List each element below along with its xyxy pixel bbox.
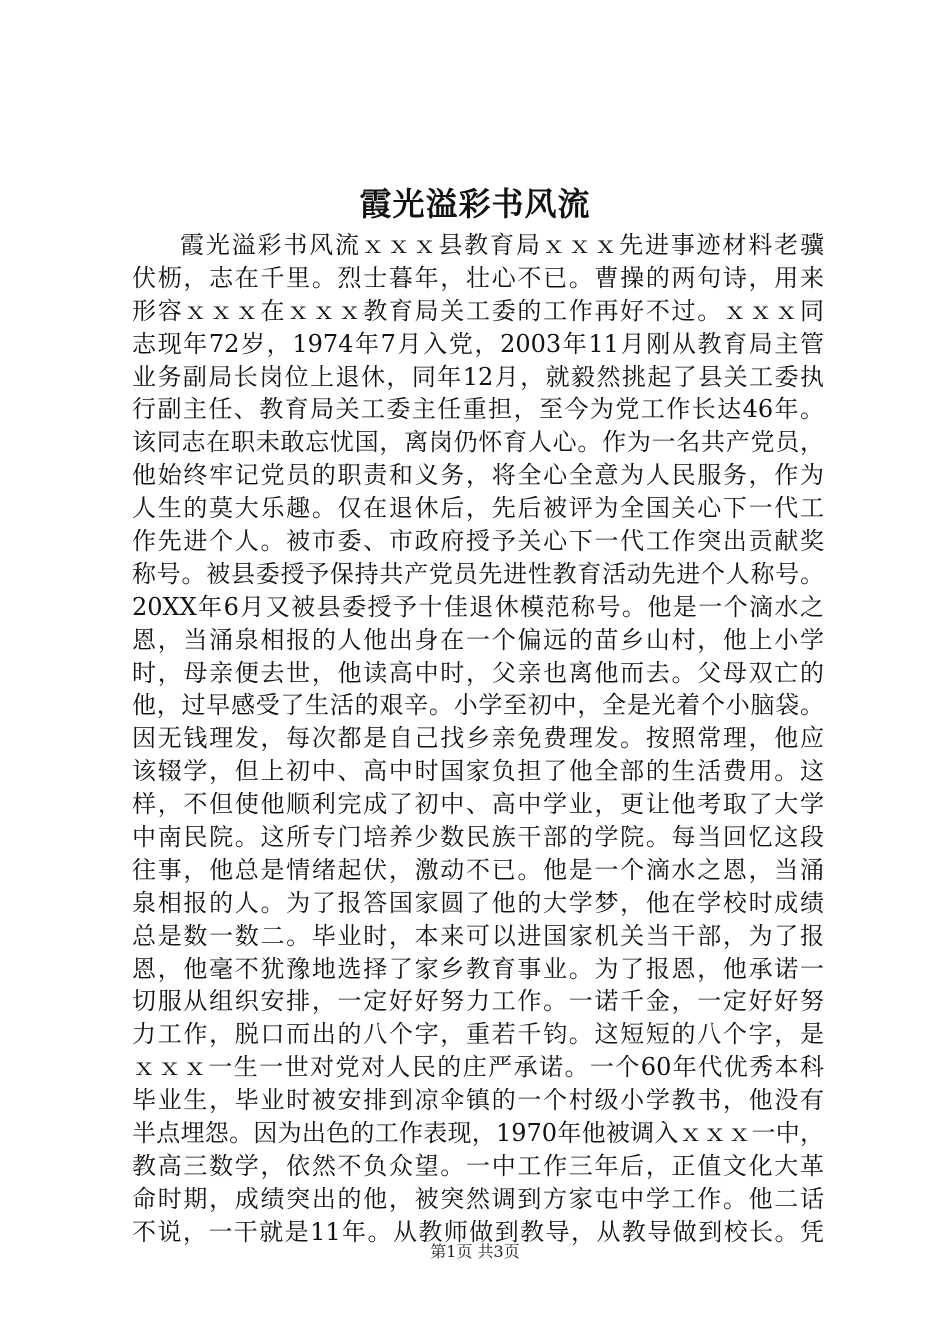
body-line: 人生的莫大乐趣。仅在退休后，先后被评为全国关心下一代工 bbox=[132, 494, 824, 523]
body-line: 业务副局长岗位上退休，同年12月，就毅然挑起了县关工委执 bbox=[132, 362, 824, 391]
body-line: 志现年72岁，1974年7月入党，2003年11月刚从教育局主管 bbox=[132, 329, 824, 358]
body-line: 总是数一数二。毕业时，本来可以进国家机关当干部，为了报 bbox=[132, 921, 824, 950]
body-line: 因无钱理发，每次都是自己找乡亲免费理发。按照常理，他应 bbox=[132, 724, 824, 753]
body-line: 毕业生，毕业时被安排到凉伞镇的一个村级小学教书，他没有 bbox=[132, 1086, 824, 1115]
body-line: 恩，他毫不犹豫地选择了家乡教育事业。为了报恩，他承诺一 bbox=[132, 954, 824, 983]
body-line: 半点埋怨。因为出色的工作表现，1970年他被调入ｘｘｘ一中， bbox=[132, 1119, 824, 1148]
body-line: 行副主任、教育局关工委主任重担，至今为党工作长达46年。 bbox=[132, 395, 824, 424]
document-title: 霞光溢彩书风流 bbox=[359, 185, 591, 223]
body-line: 泉相报的人。为了报答国家圆了他的大学梦，他在学校时成绩 bbox=[132, 888, 824, 917]
body-line: 20XX年6月又被县委授予十佳退休模范称号。他是一个滴水之 bbox=[132, 592, 824, 621]
body-line: 该同志在职未敢忘忧国，离岗仍怀育人心。作为一名共产党员， bbox=[132, 428, 824, 457]
body-line: 中南民院。这所专门培养少数民族干部的学院。每当回忆这段 bbox=[132, 823, 824, 852]
body-line: 切服从组织安排，一定好好努力工作。一诺千金，一定好好努 bbox=[132, 987, 824, 1016]
body-line: 时，母亲便去世，他读高中时，父亲也离他而去。父母双亡的 bbox=[132, 658, 824, 687]
body-line: 伏枥，志在千里。烈士暮年，壮心不已。曹操的两句诗，用来 bbox=[132, 263, 824, 292]
body-line: 他，过早感受了生活的艰辛。小学至初中，全是光着个小脑袋。 bbox=[132, 691, 824, 720]
body-line: 称号。被县委授予保持共产党员先进性教育活动先进个人称号。 bbox=[132, 559, 824, 588]
body-line: 命时期，成绩突出的他，被突然调到方家屯中学工作。他二话 bbox=[132, 1184, 824, 1213]
body-line: 形容ｘｘｘ在ｘｘｘ教育局关工委的工作再好不过。ｘｘｘ同 bbox=[132, 296, 824, 325]
document-body bbox=[132, 229, 824, 1249]
body-line: 往事，他总是情绪起伏，激动不已。他是一个滴水之恩，当涌 bbox=[132, 855, 824, 884]
body-line: 霞光溢彩书风流ｘｘｘ县教育局ｘｘｘ先进事迹材料老骥 bbox=[180, 231, 824, 259]
body-line: 样，不但使他顺利完成了初中、高中学业，更让他考取了大学 bbox=[132, 790, 824, 819]
body-line: 教高三数学，依然不负众望。一中工作三年后，正值文化大革 bbox=[132, 1151, 824, 1180]
body-line: 他始终牢记党员的职责和义务，将全心全意为人民服务，作为 bbox=[132, 461, 824, 490]
body-line: 力工作，脱口而出的八个字，重若千钧。这短短的八个字，是 bbox=[132, 1020, 824, 1049]
body-line: 作先进个人。被市委、市政府授予关心下一代工作突出贡献奖 bbox=[132, 527, 824, 556]
body-line: 该辍学，但上初中、高中时国家负担了他全部的生活费用。这 bbox=[132, 757, 824, 786]
body-line: 不说，一干就是11年。从教师做到教导，从教导做到校长。凭 bbox=[132, 1217, 824, 1246]
body-line: ｘｘｘ一生一世对党对人民的庄严承诺。一个60年代优秀本科 bbox=[132, 1053, 824, 1082]
page-footer: 第1页 共3页 bbox=[430, 1242, 520, 1261]
body-line: 恩，当涌泉相报的人他出身在一个偏远的苗乡山村，他上小学 bbox=[132, 625, 824, 654]
